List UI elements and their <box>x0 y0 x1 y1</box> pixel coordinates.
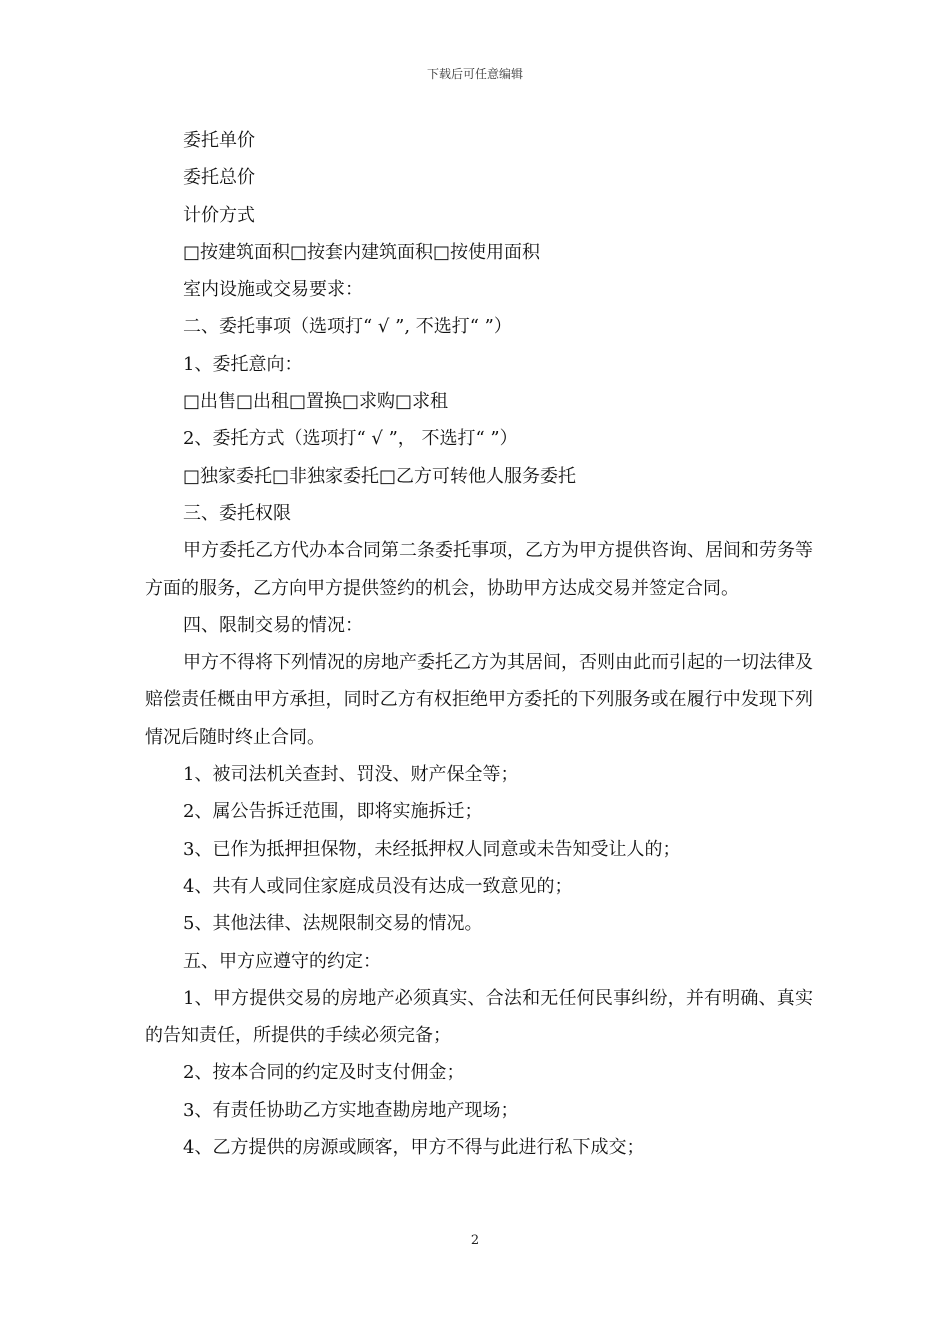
obligation-item: 4、乙方提供的房源或顾客，甲方不得与此进行私下成交； <box>183 1137 645 1159</box>
entrust-unit-price-line: 委托单价 <box>183 130 255 151</box>
section-4-heading: 四、限制交易的情况： <box>183 614 363 636</box>
facilities-requirements-line: 室内设施或交易要求： <box>183 279 363 301</box>
pricing-method-line: 计价方式 <box>183 204 255 226</box>
intention-checkbox-options: □出售□出租□置换□求购□求租 <box>183 391 449 413</box>
document-body <box>145 122 813 1166</box>
obligation-item: 2、按本合同的约定及时支付佣金； <box>183 1062 465 1084</box>
section-3-heading: 三、委托权限 <box>183 502 291 524</box>
entrust-total-price-line: 委托总价 <box>183 167 255 189</box>
section-2-heading: 二、委托事项（选项打“ √ ”, 不选打“ ”） <box>183 316 512 338</box>
obligation-item: 3、有责任协助乙方实地查勘房地产现场； <box>183 1099 519 1121</box>
obligation-item: 1、甲方提供交易的房地产必须真实、合法和无任何民事纠纷，并有明确、真实的告知责任，所提供的手续必须完备； <box>145 987 813 1047</box>
restriction-item: 1、被司法机关查封、罚没、财产保全等； <box>183 764 519 786</box>
method-checkbox-options: □独家委托□非独家委托□乙方可转他人服务委托 <box>183 465 577 487</box>
authority-paragraph: 甲方委托乙方代办本合同第二条委托事项，乙方为甲方提供咨询、居间和劳务等方面的服务，乙方向甲方提供签约的机会，协助甲方达成交易并签定合同。 <box>145 540 813 599</box>
restriction-item: 3、已作为抵押担保物，未经抵押权人同意或未告知受让人的； <box>183 838 681 860</box>
section-5-heading: 五、甲方应遵守的约定： <box>183 950 381 972</box>
restriction-item: 5、其他法律、法规限制交易的情况。 <box>183 913 483 935</box>
restriction-paragraph: 甲方不得将下列情况的房地产委托乙方为其居间，否则由此而引起的一切法律及赔偿责任概由甲方承担，同时乙方有权拒绝甲方委托的下列服务或在履行中发现下列情况后随时终止合同。 <box>145 652 813 748</box>
entrust-intention-heading: 1、委托意向： <box>183 353 303 375</box>
restriction-item: 2、属公告拆迁范围，即将实施拆迁； <box>183 801 483 823</box>
page-number: 2 <box>470 1233 480 1248</box>
restriction-item: 4、共有人或同住家庭成员没有达成一致意见的； <box>183 875 573 897</box>
entrust-method-heading: 2、委托方式（选项打“ √ ”， 不选打“ ”） <box>183 428 518 450</box>
area-checkbox-options: □按建筑面积□按套内建筑面积□按使用面积 <box>183 241 541 263</box>
page-header: 下载后可任意编辑 <box>426 67 523 81</box>
